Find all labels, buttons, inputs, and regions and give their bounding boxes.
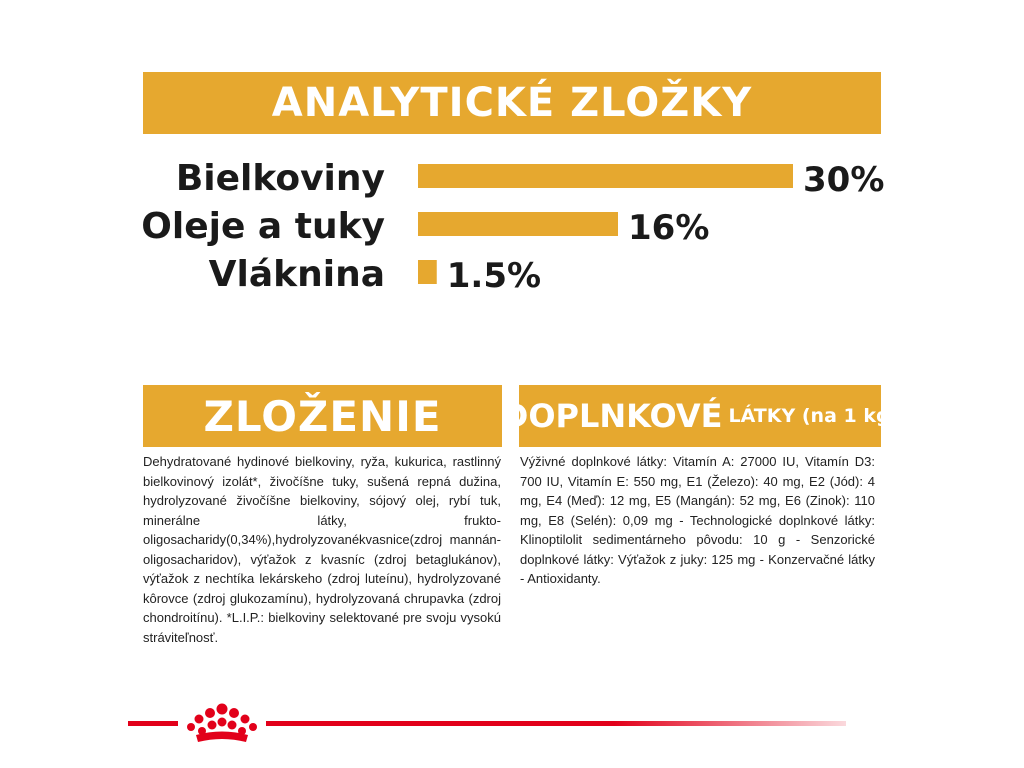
bar: [418, 212, 618, 236]
additives-title: DOPLNKOVÉ: [501, 397, 723, 435]
composition-banner: [143, 385, 502, 447]
composition-text: Dehydratované hydinové bielkoviny, ryža, kukurica, rastlinný bielkovinový izolát*, živočíšne tuky, sušená repná dužina, hydrolyzované živočíšne bielkoviny, sójový olej, rybí tuk, minerálne látky, frukto-oligosacharidy(0,34%),hydrolyzovanékvasnice(zdroj mannán-oligosacharidov), výťažok z kvasníc (zdroj betaglukánov), výťažok z nechtíka lekárskeho (zdroj luteínu), hydrolyzované kôrovce (zdroj glukozamínu), hydrolyzovaná chrupavka (zdroj chondroitínu). *L.I.P.: bielkoviny selektované pre svoju vysokú stráviteľnosť.: [143, 454, 501, 645]
bar-category-label: Oleje a tuky: [141, 206, 385, 247]
bar-value-label: 16%: [628, 208, 710, 248]
bar-category-label: Vláknina: [208, 254, 385, 295]
bar: [418, 164, 793, 188]
bar: [418, 260, 437, 284]
composition-title: ZLOŽENIE: [203, 391, 442, 441]
footer-line-right: [266, 721, 846, 726]
additives-subtitle: LÁTKY (na 1 kg): [728, 405, 899, 427]
bar-value-label: 30%: [803, 160, 885, 200]
additives-banner: [501, 385, 899, 447]
footer-line-left: [128, 721, 178, 726]
additives-text: Výživné doplnkové látky: Vitamín A: 27000 IU, Vitamín D3: 700 IU, Vitamín E: 550 mg, E1 (Železo): 40 mg, E2 (Jód): 4 mg, E4 (Meď): 12 mg, E5 (Mangán): 52 mg, E6 (Zinok): 110 mg, E8 (Selén): 0,09 mg - Technologické doplnkové látky: Klinoptilolit sedimentárneho pôvodu: 10 g - Senzorické doplnkové látky: Výťažok z juky: 125 mg - Konzervačné látky - Antioxidanty.: [520, 454, 875, 586]
bar-category-label: Bielkoviny: [175, 158, 385, 199]
bar-value-label: 1.5%: [446, 256, 542, 296]
royal-canin-crown-icon: [182, 702, 262, 746]
analytic-components-title: ANALYTICKÉ ZLOŽKY: [271, 80, 753, 126]
